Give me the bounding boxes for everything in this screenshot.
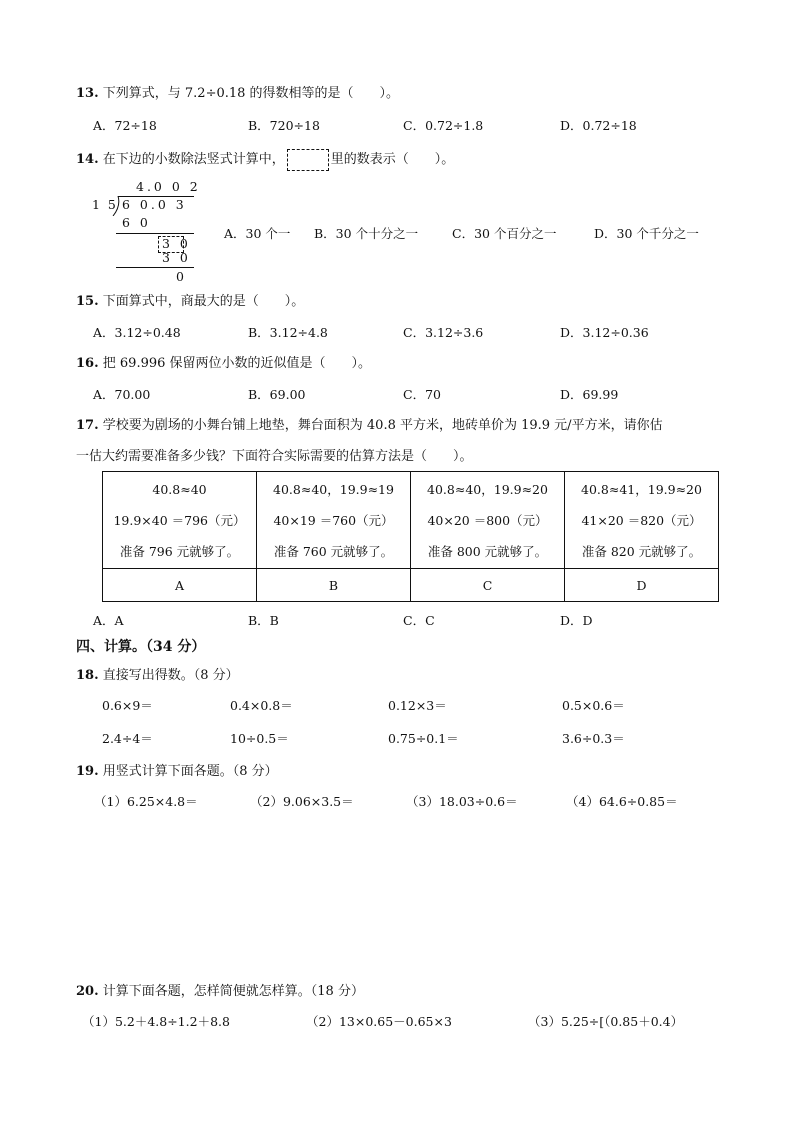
option-a[interactable]: A．72÷18 <box>93 118 157 133</box>
question-text-after: 里的数表示（ ）。 <box>330 152 455 167</box>
calc-item: （1）5.2＋4.8÷1.2＋8.8 <box>82 1014 230 1029</box>
question-number: 18. <box>76 668 99 683</box>
table-label-d: D <box>565 569 719 602</box>
question-17-line-2: 一估大约需要准备多少钱？下面符合实际需要的估算方法是（ ）。 <box>76 449 473 464</box>
question-14 <box>76 148 454 171</box>
section-title: 四、计算。（34 分） <box>76 639 206 655</box>
cell-line: 准备 820 元就够了。 <box>581 543 702 559</box>
cell-line: 40×19 ＝760（元） <box>273 512 394 528</box>
table-label-b: B <box>257 569 411 602</box>
option-d[interactable]: D．0.72÷18 <box>560 118 637 133</box>
question-13 <box>76 82 399 101</box>
division-divisor: 1 5 <box>92 197 118 212</box>
table-cell-a <box>103 472 257 569</box>
division-quotient: 4.0 0 2 <box>136 179 201 194</box>
question-15 <box>76 290 304 309</box>
option-c[interactable]: C．3.12÷3.6 <box>403 325 484 340</box>
calc-item: 3.6÷0.3＝ <box>562 731 625 746</box>
table-row <box>103 472 719 569</box>
calc-item: 0.12×3＝ <box>388 698 447 713</box>
option-b[interactable]: B．3.12÷4.8 <box>248 325 328 340</box>
option-d[interactable]: D．30 个千分之一 <box>594 226 699 241</box>
cell-line: 准备 800 元就够了。 <box>427 543 548 559</box>
long-division <box>90 178 210 288</box>
question-text: 下面算式中，商最大的是（ ）。 <box>102 294 305 309</box>
option-b[interactable]: B．30 个十分之一 <box>314 226 419 241</box>
question-text-line-1: 学校要为剧场的小舞台铺上地垫，舞台面积为 40.8 平方米，地砖单价为 19.9 元/平方米，请你估 <box>102 418 663 433</box>
cell-line: 40.8≈40，19.9≈20 <box>427 481 548 497</box>
cell-line: 准备 796 元就够了。 <box>119 543 240 559</box>
division-line-2 <box>116 267 194 268</box>
calc-item: 0.4×0.8＝ <box>230 698 293 713</box>
dashed-blank-box <box>287 149 329 171</box>
question-number: 13. <box>76 86 99 101</box>
question-text: 下列算式，与 7.2÷0.18 的得数相等的是（ ）。 <box>102 86 400 101</box>
option-d[interactable]: D．69.99 <box>560 387 619 402</box>
option-d[interactable]: D．3.12÷0.36 <box>560 325 649 340</box>
question-text: 在下边的小数除法竖式计算中， <box>102 152 285 167</box>
division-step-1: 6 0 <box>122 215 151 230</box>
table-label-a: A <box>103 569 257 602</box>
table-label-c: C <box>411 569 565 602</box>
question-number: 14. <box>76 152 99 167</box>
calc-item: 0.6×9＝ <box>102 698 153 713</box>
question-number: 16. <box>76 356 99 371</box>
question-number: 15. <box>76 294 99 309</box>
calc-item: （3）18.03÷0.6＝ <box>406 794 518 809</box>
division-remainder: 0 <box>176 269 187 284</box>
question-number: 20. <box>76 984 99 999</box>
table-cell-b <box>257 472 411 569</box>
cell-line: 41×20 ＝820（元） <box>581 512 702 528</box>
question-number: 17. <box>76 418 99 433</box>
division-dividend: 6 0.0 3 <box>122 197 187 212</box>
estimation-table <box>102 471 719 602</box>
table-cell-d <box>565 472 719 569</box>
table-cell-c <box>411 472 565 569</box>
division-bracket <box>112 196 122 216</box>
calc-item: （2）13×0.65－0.65×3 <box>306 1014 452 1029</box>
question-20 <box>76 980 364 999</box>
calc-item: 0.75÷0.1＝ <box>388 731 459 746</box>
cell-line: 准备 760 元就够了。 <box>273 543 394 559</box>
cell-line: 40×20 ＝800（元） <box>427 512 548 528</box>
option-a[interactable]: A．70.00 <box>93 387 151 402</box>
option-c[interactable]: C．C <box>403 613 435 628</box>
option-a[interactable]: A．3.12÷0.48 <box>93 325 181 340</box>
question-text: 把 69.996 保留两位小数的近似值是（ ）。 <box>102 356 372 371</box>
cell-line: 40.8≈40，19.9≈19 <box>273 481 394 497</box>
option-c[interactable]: C．30 个百分之一 <box>452 226 557 241</box>
option-b[interactable]: B．69.00 <box>248 387 306 402</box>
question-number: 19. <box>76 764 99 779</box>
calc-item: 10÷0.5＝ <box>230 731 289 746</box>
option-a[interactable]: A．30 个一 <box>224 226 291 241</box>
option-c[interactable]: C．70 <box>403 387 441 402</box>
calc-item: （4）64.6÷0.85＝ <box>566 794 678 809</box>
division-step-3: 3 0 <box>162 250 191 265</box>
option-b[interactable]: B．720÷18 <box>248 118 320 133</box>
question-text: 直接写出得数。（8 分） <box>102 668 239 683</box>
option-c[interactable]: C．0.72÷1.8 <box>403 118 484 133</box>
calc-item: （2）9.06×3.5＝ <box>250 794 354 809</box>
cell-line: 19.9×40 ＝796（元） <box>113 512 246 528</box>
cell-line: 40.8≈41，19.9≈20 <box>581 481 702 497</box>
division-step-2: 3 0 <box>162 236 191 251</box>
calc-item: 2.4÷4＝ <box>102 731 153 746</box>
option-a[interactable]: A．A <box>93 613 124 628</box>
question-16 <box>76 352 371 371</box>
question-text: 计算下面各题，怎样简便就怎样算。（18 分） <box>102 984 364 999</box>
calc-item: （3）5.25÷[（0.85＋0.4） <box>528 1014 684 1029</box>
table-row <box>103 569 719 602</box>
calc-item: （1）6.25×4.8＝ <box>94 794 198 809</box>
cell-line: 40.8≈40 <box>152 481 207 497</box>
question-19 <box>76 760 278 779</box>
calc-item: 0.5×0.6＝ <box>562 698 625 713</box>
question-text: 用竖式计算下面各题。（8 分） <box>102 764 278 779</box>
option-b[interactable]: B．B <box>248 613 279 628</box>
question-18 <box>76 664 239 683</box>
question-17 <box>76 414 663 433</box>
division-line-1 <box>116 233 194 234</box>
option-d[interactable]: D．D <box>560 613 593 628</box>
